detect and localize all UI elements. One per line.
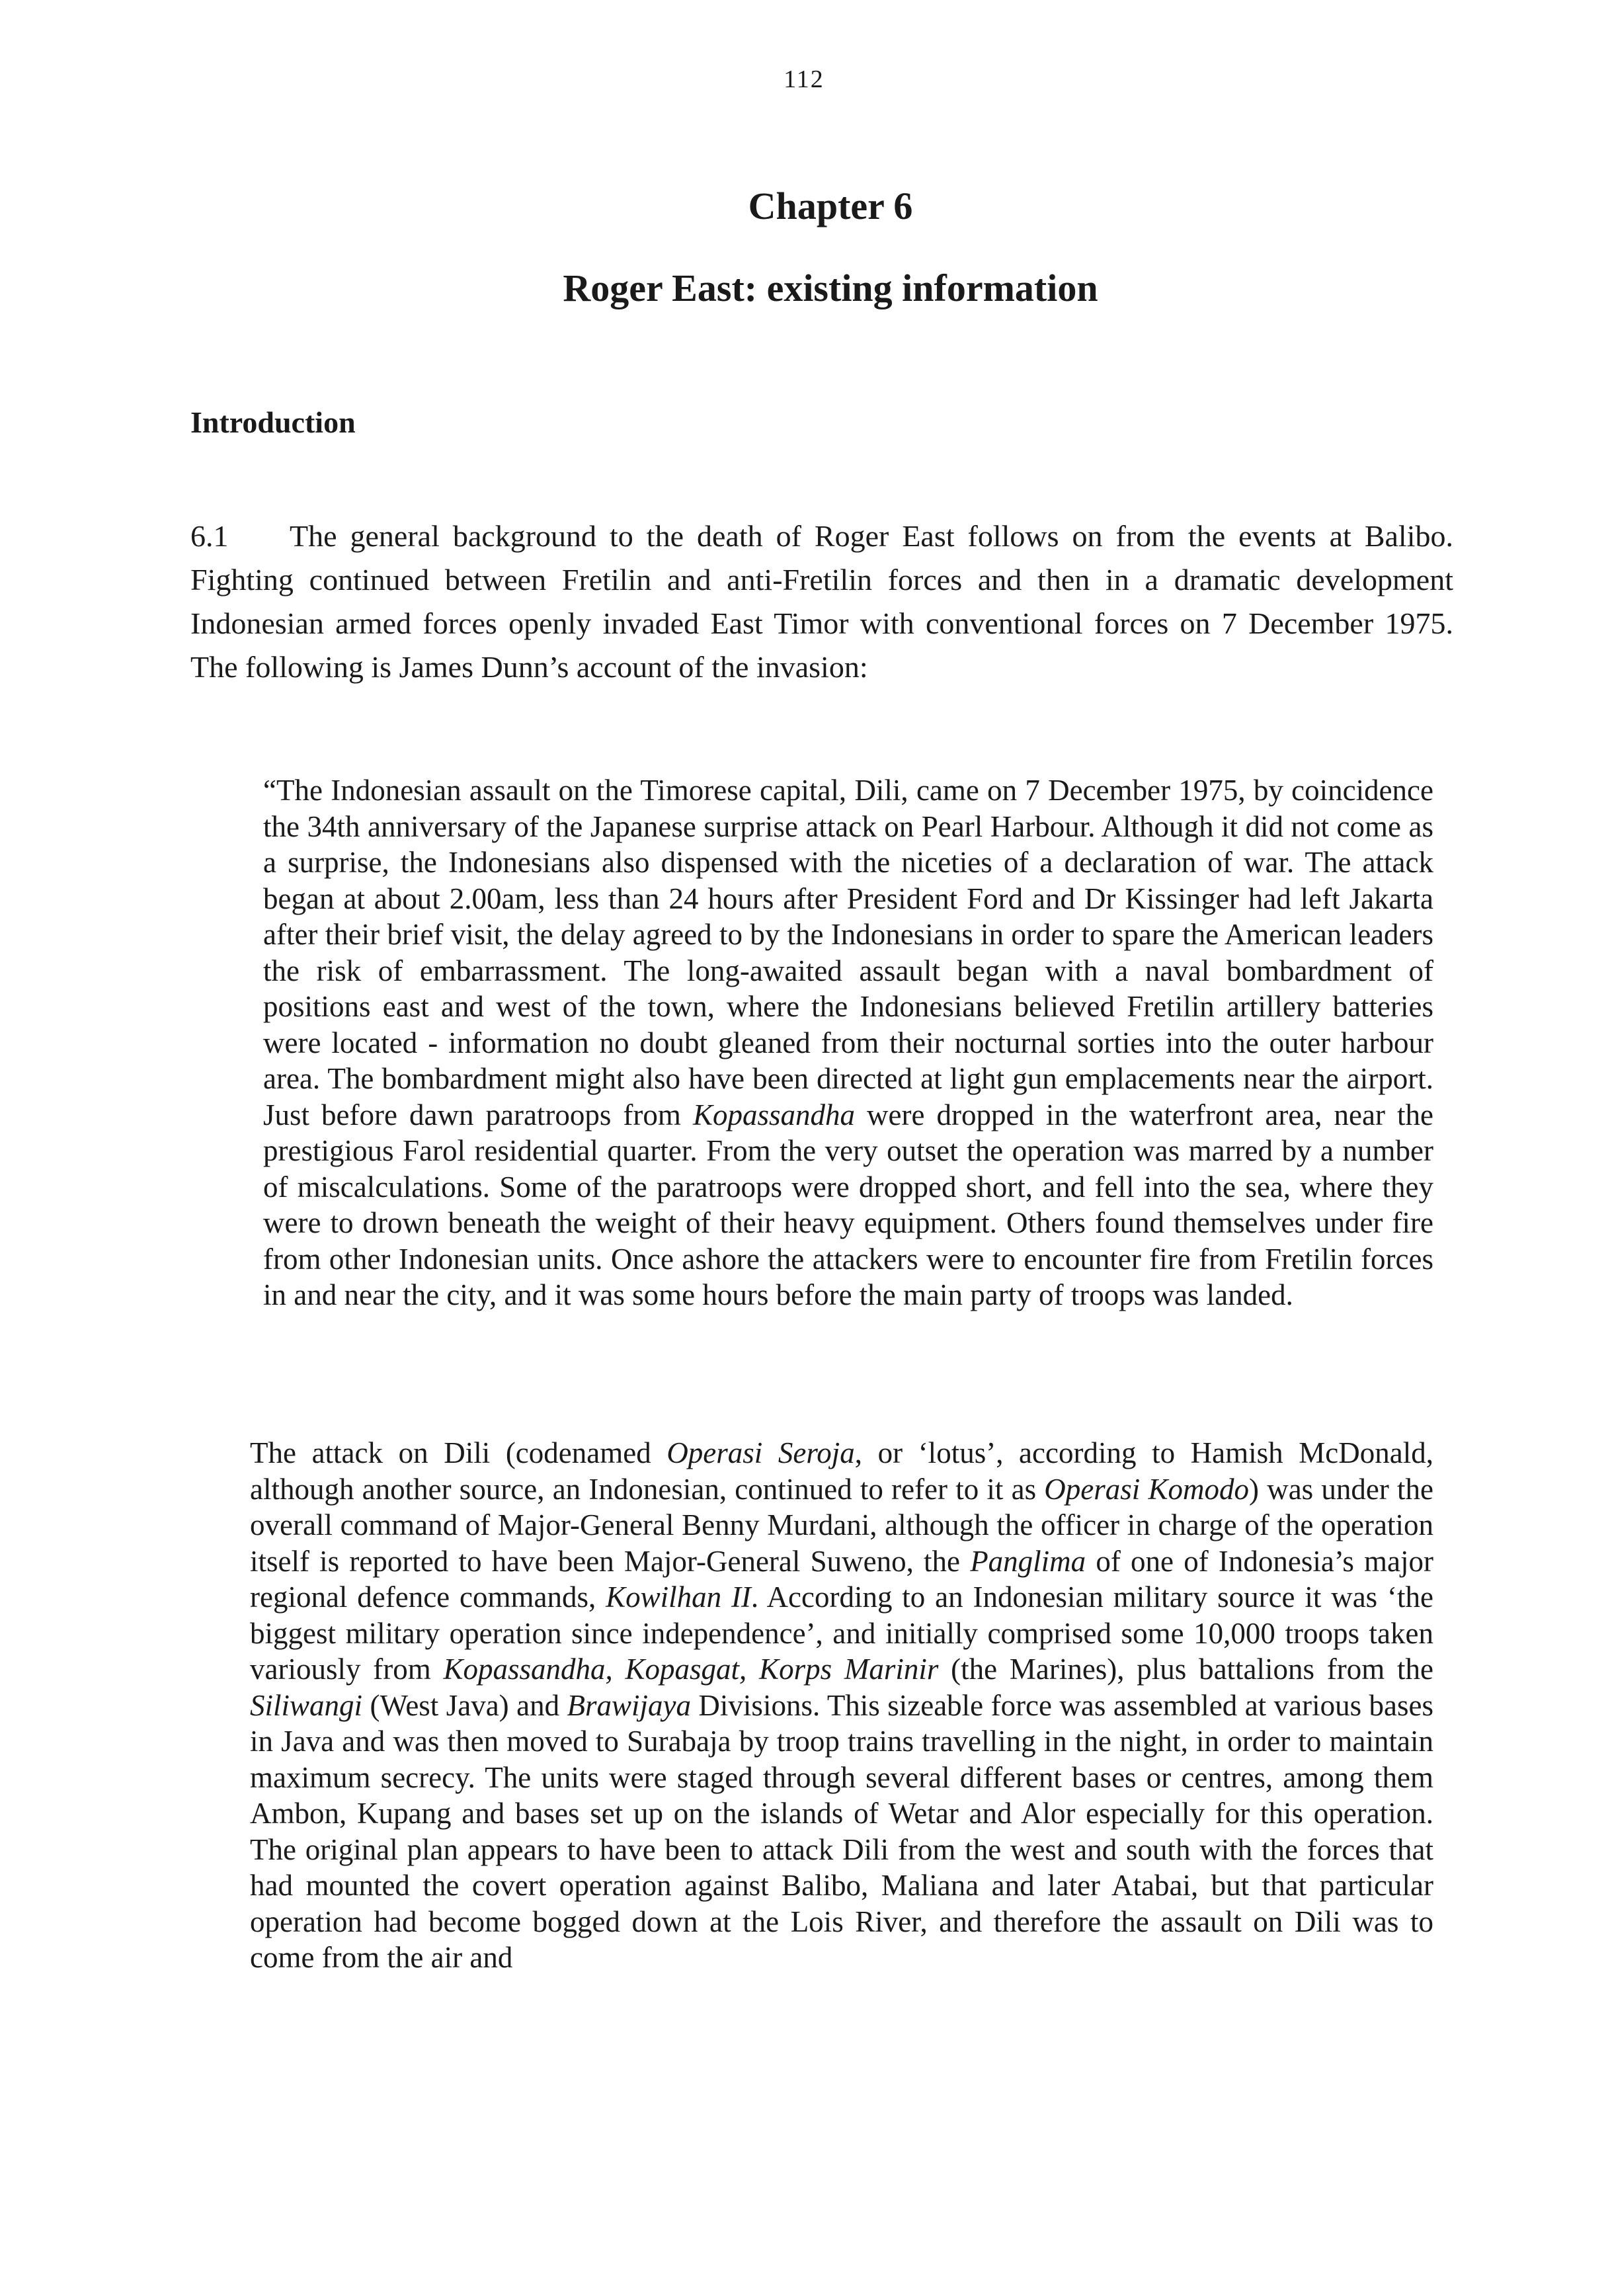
cont-italic-4: Kowilhan II: [606, 1580, 751, 1614]
cont-text-1: The attack on Dili (codenamed: [250, 1436, 667, 1469]
cont-text-7: (West Java) and: [362, 1688, 567, 1722]
cont-text-6: (the Marines), plus battalions from the: [938, 1653, 1434, 1686]
page-number: 112: [784, 65, 824, 93]
quote-italic-kopassandha: Kopassandha: [692, 1098, 855, 1131]
chapter-subtitle: Roger East: existing information: [563, 266, 1098, 309]
cont-text-4: of one of Indonesia’s major regional defence commands,: [250, 1544, 1433, 1614]
cont-italic-2: Operasi Komodo: [1044, 1472, 1250, 1506]
section-heading-introduction: Introduction: [190, 405, 356, 439]
cont-italic-5: Kopassandha, Kopasgat, Korps Marinir: [443, 1653, 939, 1686]
cont-italic-3: Panglima: [970, 1544, 1086, 1578]
block-quote-dunn: [263, 772, 1433, 1313]
cont-text-5: . According to an Indonesian military source it was ‘the biggest military operation since independence’, and initially comprised some 10,000 troops taken variously from: [250, 1580, 1433, 1686]
quote-text-2: were dropped in the waterfront area, near the prestigious Farol residential quarter. From the very outset the operation was marred by a number of miscalculations. Some of the paratroops were dropped short, and fell into the sea, where they were to drown beneath the weight of their heavy equipment. Others found themselves under fire from other Indonesian units. Once ashore the attackers were to encounter fire from Fretilin forces in and near the city, and it was some hours before the main party of troops was landed.: [263, 1098, 1433, 1311]
chapter-title: Chapter 6: [748, 184, 913, 227]
cont-text-3: ) was under the overall command of Major-General Benny Murdani, although the officer in charge of the operation itself is reported to have been Major-General Suweno, the: [250, 1472, 1434, 1578]
quote-text-1: “The Indonesian assault on the Timorese capital, Dili, came on 7 December 1975, by coincidence the 34th anniversary of the Japanese surprise attack on Pearl Harbour. Although it did not come as a surprise, the Indonesians also dispensed with the niceties of a declaration of war. The attack began at about 2.00am, less than 24 hours after President Ford and Dr Kissinger had left Jakarta after their brief visit, the delay agreed to by the Indonesians in order to spare the American leaders the risk of embarrassment. The long-awaited assault began with a naval bombardment of positions east and west of the town, where the Indonesians believed Fretilin artillery batteries were located - information no doubt gleaned from their nocturnal sorties into the outer harbour area. The bombardment might also have been directed at light gun emplacements near the airport. Just before dawn paratroops from: [263, 774, 1433, 1131]
cont-text-2: , or ‘lotus’, according to Hamish McDonald, although another source, an Indonesian, continued to refer to it as: [250, 1436, 1433, 1506]
paragraph-number: 6.1: [190, 519, 229, 553]
cont-text-8: Divisions. This sizeable force was assembled at various bases in Java and was then moved to Surabaja by troop trains travelling in the night, in order to maintain maximum secrecy. The units were staged through several different bases or centres, among them Ambon, Kupang and bases set up on the islands of Wetar and Alor especially for this operation. The original plan appears to have been to attack Dili from the west and south with the forces that had mounted the covert operation against Balibo, Maliana and later Atabai, but that particular operation had become bogged down at the Lois River, and therefore the assault on Dili was to come from the air and: [250, 1688, 1433, 1974]
quote-continuation-paragraph: [250, 1435, 1433, 1976]
cont-italic-6: Siliwangi: [250, 1688, 363, 1722]
paragraph-text: The general background to the death of Roger East follows on from the events at Balibo. Fighting continued between Fretilin and anti-Fretilin forces and then in a dramatic development Indonesian armed forces openly invaded East Timor with conventional forces on 7 December 1975. The following is James Dunn’s account of the invasion:: [190, 519, 1453, 684]
cont-italic-7: Brawijaya: [567, 1688, 691, 1722]
cont-italic-1: Operasi Seroja: [666, 1436, 855, 1469]
paragraph-6-1: [190, 514, 1453, 689]
